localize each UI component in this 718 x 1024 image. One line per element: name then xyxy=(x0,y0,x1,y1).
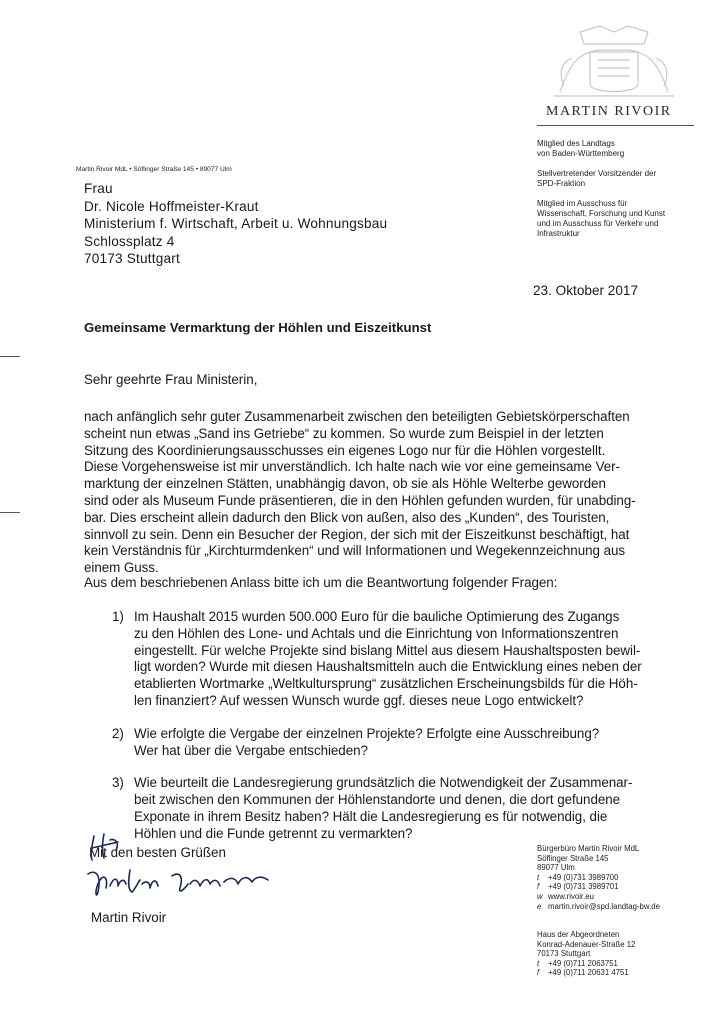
sender-return-address: Martin Rivoir MdL • Söflinger Straße 145 • 89077 Ulm xyxy=(76,166,232,173)
parliament-contact-block xyxy=(537,930,712,978)
body-line: sinnvoll zu sein. Denn ein Besucher der Region, der sich mit der Eiszeitkunst beschäftigt, hat xyxy=(84,526,630,542)
handwritten-signature xyxy=(80,830,300,906)
letterhead-brand: MARTIN RIVOIR xyxy=(546,104,672,119)
question-line: Wie beurteilt die Landesregierung grundsätzlich die Notwendigkeit der Zusammenar- xyxy=(134,775,633,791)
question-line: Wer hat über die Vergabe entschieden? xyxy=(134,742,368,758)
body-paragraph-2: Aus dem beschriebenen Anlass bitte ich um die Beantwortung folgender Fragen: xyxy=(84,575,558,590)
fold-mark xyxy=(0,356,20,357)
parliament-line: Haus der Abgeordneten xyxy=(537,930,620,939)
body-line: einem Guss. xyxy=(84,560,159,576)
role-line: Infrastruktur xyxy=(537,229,580,238)
question-line: Höhlen und die Funde getrennt zu vermarkten? xyxy=(134,825,413,841)
closing-phrase: Mit den besten Grüßen xyxy=(89,845,226,860)
question-line: etablierten Wortmarke „Weltkultursprung“ zusätzlichen Erscheinungsbilds für die Höh- xyxy=(134,676,638,692)
recipient-line: Frau xyxy=(84,181,113,196)
role-line: Mitglied des Landtags xyxy=(537,139,615,148)
question-line: eingestellt. Für welche Projekte sind bislang Mittel aus diesem Haushaltsposten bewil- xyxy=(134,642,641,658)
question-line: zu den Höhlen des Lone- und Achtals und die Einrichtung von Informationszentren xyxy=(134,625,619,641)
role-line: SPD-Fraktion xyxy=(537,179,586,188)
letter-date: 23. Oktober 2017 xyxy=(533,283,639,298)
question-number: 3) xyxy=(112,775,124,791)
parliament-line: 70173 Stuttgart xyxy=(537,949,591,959)
role-line: Wissenschaft, Forschung und Kunst xyxy=(537,209,666,218)
recipient-line: Schlossplatz 4 xyxy=(84,233,175,249)
question-number: 1) xyxy=(112,609,124,624)
letter-subject: Gemeinsame Vermarktung der Höhlen und Eiszeitkunst xyxy=(84,320,432,335)
role-line: Mitglied im Ausschuss für xyxy=(537,199,628,208)
role-line: von Baden-Württemberg xyxy=(537,149,625,158)
body-line: kein Verständnis für „Kirchturmdenken“ und will Informationen und Wegekennzeichnung aus xyxy=(84,543,626,559)
question-line: Wie erfolgte die Vergabe der einzelnen Projekte? Erfolgte eine Ausschreibung? xyxy=(134,725,600,741)
body-line: sind oder als Museum Funde präsentieren, die in den Höhlen gefunden wurden, für unabding- xyxy=(84,492,636,508)
question-item-2 xyxy=(112,726,660,760)
body-line: bar. Dies erscheint allein dadurch den Blick von außen, also des „Kunden“, des Touristen, xyxy=(84,509,610,525)
parliament-phone: t +49 (0)711 2063751 xyxy=(537,958,618,968)
question-line: len finanziert? Auf wessen Wunsch wurde ggf. dieses neue Logo entwickelt? xyxy=(134,692,584,708)
office-line: 89077 Ulm xyxy=(537,863,575,873)
role-line: und im Ausschuss für Verkehr und xyxy=(537,219,659,228)
question-line: Im Haushalt 2015 wurden 500.000 Euro für die bauliche Optimierung des Zugangs xyxy=(134,609,620,624)
body-line: marktung der einzelnen Stätten, unabhängig davon, ob sie als Höhle Welterbe geworden xyxy=(84,476,606,492)
body-line: nach anfänglich sehr guter Zusammenarbeit zwischen den beteiligten Gebietskörperschaften xyxy=(84,409,630,424)
salutation: Sehr geehrte Frau Ministerin, xyxy=(84,372,258,387)
recipient-line: Dr. Nicole Hoffmeister-Kraut xyxy=(84,198,259,214)
body-line: Diese Vorgehensweise ist mir unverständlich. Ich halte nach wie vor eine gemeinsame Ver- xyxy=(84,459,620,475)
question-line: beit zwischen den Kommunen der Höhlenstandorte und denen, die dort gefundene xyxy=(134,792,621,808)
office-contact-block xyxy=(537,844,712,911)
body-line: Sitzung des Koordinierungsausschusses ein eigenes Logo nur für die Höhlen vorgestellt. xyxy=(84,442,606,458)
office-line: Söflinger Straße 145 xyxy=(537,853,609,863)
office-line: Bürgerbüro Martin Rivoir MdL xyxy=(537,844,640,853)
parliament-line: Konrad-Adenauer-Straße 12 xyxy=(537,939,636,949)
office-fax: f +49 (0)731 3989701 xyxy=(537,882,619,892)
role-block-1 xyxy=(537,139,707,159)
parliament-fax: f +49 (0)711 20631 4751 xyxy=(537,968,629,978)
question-list xyxy=(112,609,660,859)
coat-of-arms-seal xyxy=(540,22,688,100)
signer-name: Martin Rivoir xyxy=(91,910,167,925)
recipient-line: Ministerium f. Wirtschaft, Arbeit u. Wohnungsbau xyxy=(84,216,388,232)
body-paragraph-1 xyxy=(84,409,654,577)
role-block-3 xyxy=(537,199,707,239)
role-block-2 xyxy=(537,169,707,189)
question-item-1 xyxy=(112,609,660,710)
recipient-line: 70173 Stuttgart xyxy=(84,251,180,267)
question-number: 2) xyxy=(112,725,124,741)
fold-mark xyxy=(0,512,20,513)
question-line: ligt worden? Wurde mit diesen Haushaltsmitteln auch die Entwicklung eines neben der xyxy=(134,659,642,675)
body-line: scheint nun etwas „Sand ins Getriebe“ zu kommen. So wurde zum Beispiel in der letzten xyxy=(84,425,604,441)
role-line: Stellvertretender Vorsitzender der xyxy=(537,169,657,178)
recipient-address xyxy=(84,180,387,268)
office-email: e martin.rivoir@spd.landtag-bw.de xyxy=(537,901,660,911)
office-phone: t +49 (0)731 3989700 xyxy=(537,872,619,882)
letterhead-divider xyxy=(537,125,694,126)
question-line: Exponate in ihrem Besitz haben? Hält die Landesregierung es für notwendig, die xyxy=(134,808,608,824)
office-website: w www.rivoir.eu xyxy=(537,891,594,901)
